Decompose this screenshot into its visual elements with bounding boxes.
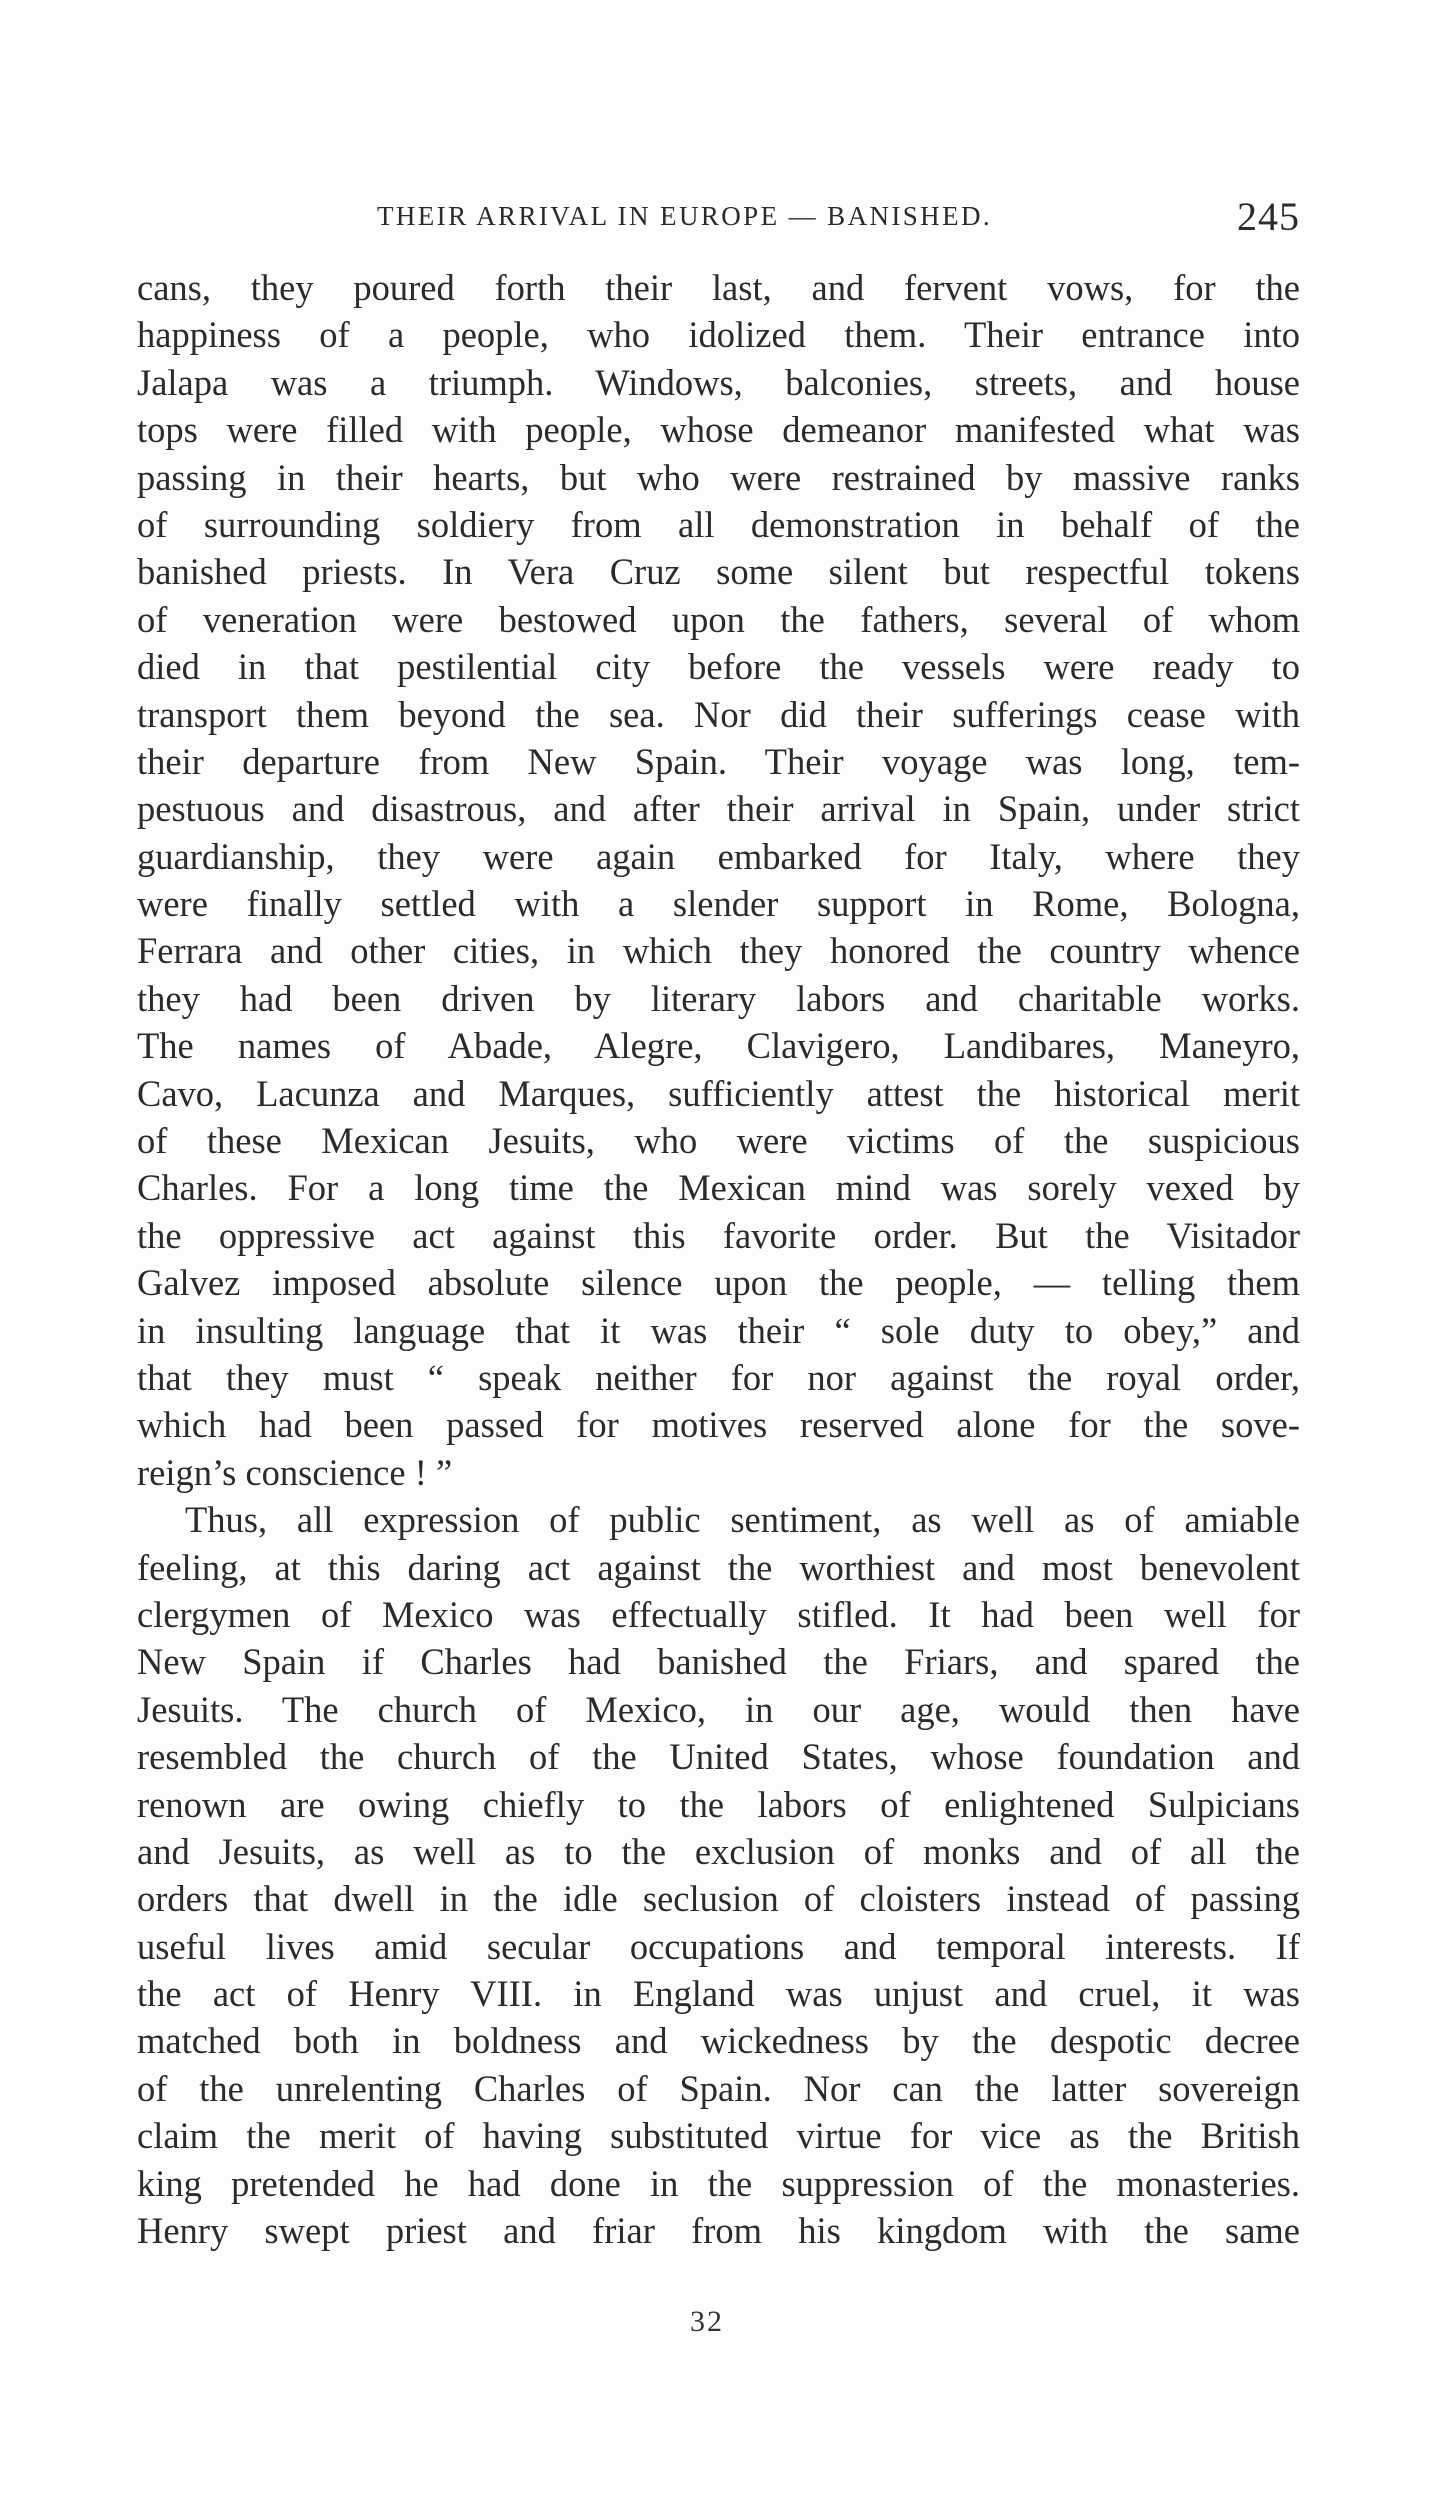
text-line: cans, they poured forth their last, and fervent vows, for the (137, 267, 1300, 308)
running-head (137, 193, 1300, 243)
text-line: of surrounding soldiery from all demonstration in behalf of the (137, 503, 1300, 545)
text-line: they had been driven by literary labors and charitable works. (137, 977, 1300, 1019)
text-line: passing in their hearts, but who were restrained by massive ranks (137, 456, 1300, 498)
text-line: resembled the church of the United States, whose foundation and (137, 1736, 1300, 1778)
text-line: Jesuits. The church of Mexico, in our age, would then have (137, 1688, 1300, 1730)
text-line: in insulting language that it was their “ sole duty to obey,” and (137, 1309, 1300, 1351)
text-line: feeling, at this daring act against the worthiest and most benevolent (137, 1546, 1300, 1588)
text-line: of these Mexican Jesuits, who were victims of the suspicious (137, 1120, 1300, 1162)
text-line: of veneration were bestowed upon the fathers, several of whom (137, 598, 1300, 640)
text-line: happiness of a people, who idolized them. Their entrance into (137, 314, 1300, 356)
text-line: Henry swept priest and friar from his kingdom with the same (137, 2210, 1300, 2252)
text-line: Cavo, Lacunza and Marques, sufficiently attest the historical merit (137, 1072, 1300, 1114)
body-text (137, 264, 1300, 2254)
text-line: renown are owing chiefly to the labors of enlightened Sulpicians (137, 1783, 1300, 1825)
text-line: guardianship, they were again embarked for Italy, where they (137, 835, 1300, 877)
text-line: Galvez imposed absolute silence upon the people, — telling them (137, 1262, 1300, 1304)
running-title: THEIR ARRIVAL IN EUROPE — BANISHED. (377, 201, 993, 231)
text-line: that they must “ speak neither for nor against the royal order, (137, 1356, 1300, 1398)
signature-mark: 32 (690, 2305, 724, 2338)
text-line: Ferrara and other cities, in which they honored the country whence (137, 930, 1300, 972)
page-number: 245 (1237, 194, 1300, 239)
text-line: the act of Henry VIII. in England was unjust and cruel, it was (137, 1973, 1300, 2015)
text-line: Jalapa was a triumph. Windows, balconies, streets, and house (137, 361, 1300, 403)
text-line: and Jesuits, as well as to the exclusion of monks and of all the (137, 1830, 1300, 1872)
text-line: New Spain if Charles had banished the Friars, and spared the (137, 1641, 1300, 1683)
text-line: king pretended he had done in the suppression of the monasteries. (137, 2162, 1300, 2204)
text-line: useful lives amid secular occupations and temporal interests. If (137, 1925, 1300, 1967)
text-line: tops were filled with people, whose demeanor manifested what was (137, 409, 1300, 451)
text-line: died in that pestilential city before the vessels were ready to (137, 646, 1300, 688)
text-line: clergymen of Mexico was effectually stifled. It had been well for (137, 1593, 1300, 1635)
text-line: claim the merit of having substituted virtue for vice as the British (137, 2115, 1300, 2157)
text-line: transport them beyond the sea. Nor did their sufferings cease with (137, 693, 1300, 735)
text-line: which had been passed for motives reserved alone for the sove- (137, 1404, 1300, 1446)
text-line: pestuous and disastrous, and after their arrival in Spain, under strict (137, 788, 1300, 830)
text-line: Charles. For a long time the Mexican mind was sorely vexed by (137, 1167, 1300, 1209)
text-line: orders that dwell in the idle seclusion of cloisters instead of passing (137, 1878, 1300, 1920)
text-line: Thus, all expression of public sentiment, as well as of amiable (185, 1499, 1300, 1541)
text-line: their departure from New Spain. Their voyage was long, tem- (137, 740, 1300, 782)
text-line: reign’s conscience ! ” (137, 1451, 453, 1493)
text-line: banished priests. In Vera Cruz some silent but respectful tokens (137, 551, 1300, 593)
text-line: matched both in boldness and wickedness by the despotic decree (137, 2020, 1300, 2062)
text-line: the oppressive act against this favorite order. But the Visitador (137, 1214, 1300, 1256)
text-line: The names of Abade, Alegre, Clavigero, Landibares, Maneyro, (137, 1025, 1300, 1067)
text-line: were finally settled with a slender support in Rome, Bologna, (137, 883, 1300, 925)
text-line: of the unrelenting Charles of Spain. Nor can the latter sovereign (137, 2067, 1300, 2109)
